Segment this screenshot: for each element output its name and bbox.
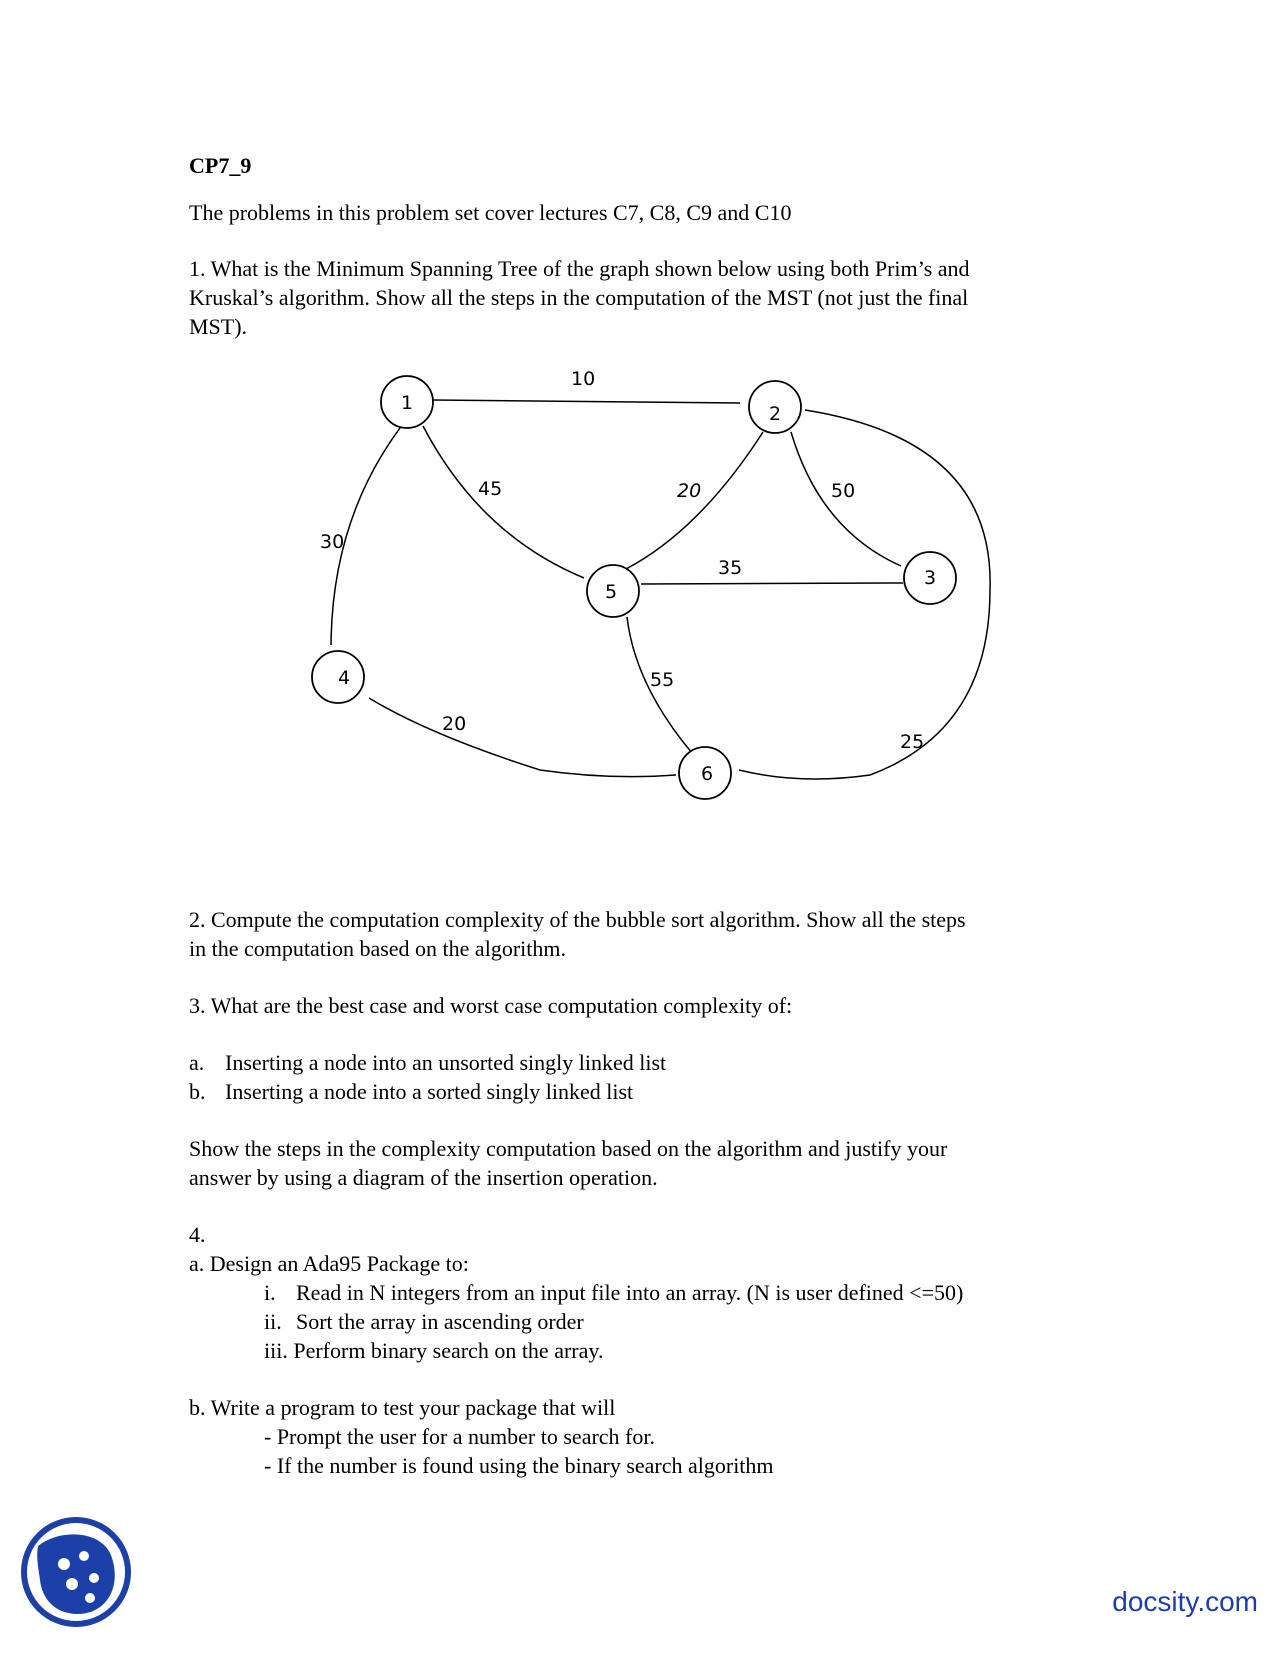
list-text: Sort the array in ascending order	[296, 1309, 584, 1334]
node-3	[904, 552, 956, 604]
q1-line-3: MST).	[189, 314, 248, 339]
q2-line-1: 2. Compute the computation complexity of the bubble sort algorithm. Show all the steps	[189, 907, 966, 932]
list-marker: ii.	[264, 1309, 282, 1334]
list-text: Perform binary search on the array.	[293, 1338, 604, 1363]
node-2	[749, 381, 801, 433]
edge-5-3	[641, 583, 903, 584]
weight-2-5: 20	[677, 480, 702, 502]
node-label: 6	[700, 763, 714, 785]
graph-nodes	[312, 376, 956, 799]
list-item	[264, 1278, 963, 1307]
node-1	[381, 376, 433, 428]
q4-a-heading: a. Design an Ada95 Package to:	[189, 1251, 469, 1276]
list-text: Read in N integers from an input file into an array. (N is user defined <=50)	[296, 1280, 964, 1305]
edge-1-5	[423, 426, 584, 578]
q3-question: 3. What are the best case and worst case computation complexity of:	[189, 993, 793, 1018]
weight-1-2: 10	[571, 368, 596, 390]
list-item	[189, 1077, 633, 1106]
docsity-logo-icon	[20, 1516, 132, 1628]
node-5	[587, 565, 639, 617]
q1-line-1: 1. What is the Minimum Spanning Tree of the graph shown below using both Prim’s and	[189, 256, 970, 281]
edge-2-6	[739, 410, 990, 779]
page-title: CP7_9	[189, 153, 252, 178]
q1-line-2: Kruskal’s algorithm. Show all the steps in the computation of the MST (not just the final	[189, 285, 969, 310]
edge-4-6	[369, 698, 676, 777]
list-item: - Prompt the user for a number to search for.	[264, 1424, 655, 1449]
list-marker: i.	[264, 1280, 276, 1305]
weight-1-5: 45	[478, 478, 503, 500]
list-marker: b.	[189, 1079, 206, 1104]
weight-5-6: 55	[650, 669, 675, 691]
q4-b-heading: b. Write a program to test your package that will	[189, 1395, 616, 1420]
q3-follow-1: Show the steps in the complexity computation based on the algorithm and justify your	[189, 1136, 948, 1161]
q3-follow-2: answer by using a diagram of the insertion operation.	[189, 1165, 658, 1190]
node-6	[679, 747, 731, 799]
list-item	[264, 1307, 584, 1336]
node-label: 5	[604, 581, 618, 603]
node-label: 4	[337, 667, 351, 689]
q2-line-2: in the computation based on the algorithm.	[189, 936, 566, 961]
weight-2-3: 50	[831, 480, 856, 502]
docsity-brand-text: docsity.com	[1112, 1586, 1258, 1617]
list-marker: a.	[189, 1050, 205, 1075]
node-label: 2	[768, 403, 782, 425]
weight-2-6: 25	[900, 731, 925, 753]
list-item	[189, 1048, 666, 1077]
list-marker: iii.	[264, 1338, 288, 1363]
weight-5-3: 35	[718, 557, 743, 579]
weight-1-4: 30	[320, 531, 345, 553]
edge-1-2	[433, 400, 740, 403]
node-label: 3	[923, 567, 937, 589]
node-label: 1	[400, 392, 414, 414]
weight-4-6: 20	[442, 713, 467, 735]
q4-number: 4.	[189, 1222, 206, 1247]
list-text: Inserting a node into an unsorted singly linked list	[225, 1050, 667, 1075]
list-text: Inserting a node into a sorted singly linked list	[225, 1079, 634, 1104]
node-4	[312, 651, 364, 703]
list-item: - If the number is found using the binary search algorithm	[264, 1453, 774, 1478]
intro-text: The problems in this problem set cover lectures C7, C8, C9 and C10	[189, 200, 792, 225]
list-item	[264, 1336, 603, 1365]
